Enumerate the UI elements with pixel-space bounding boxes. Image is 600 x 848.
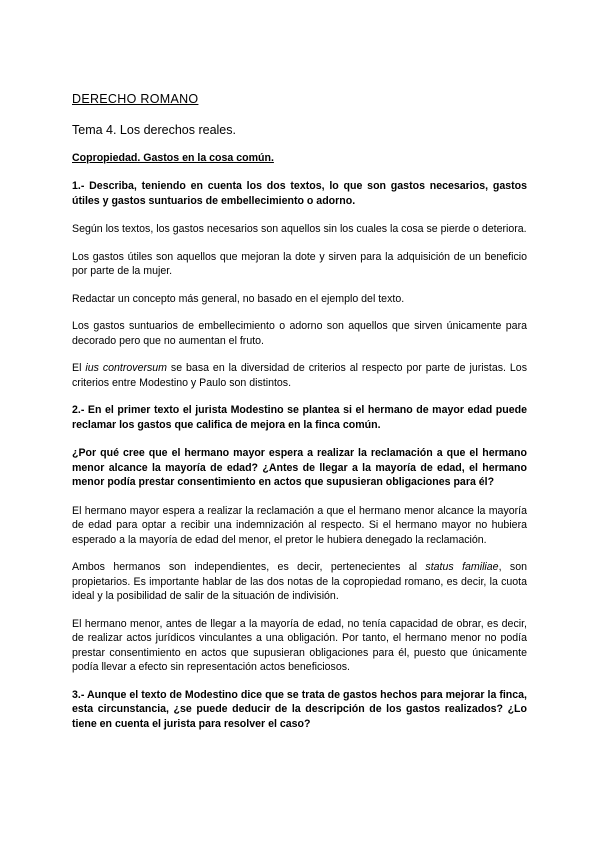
question-3: 3.- Aunque el texto de Modestino dice que se trata de gastos hechos para mejorar la finca, esta circunstancia, ¿se puede deducir de la descripción de los gastos realizados? ¿Lo tiene en cuenta el jurista para resolver el caso? xyxy=(72,688,527,730)
latin-term: ius controversum xyxy=(85,362,167,374)
text-span: Ambos hermanos son independientes, es decir, pertenecientes al xyxy=(72,561,426,573)
answer-1-paragraph-4: Los gastos suntuarios de embellecimiento o adorno son aquellos que sirven únicamente para decorado pero que no aumentan el fruto. xyxy=(72,320,527,347)
answer-1-paragraph-2: Los gastos útiles son aquellos que mejoran la dote y sirven para la adquisición de un beneficio por parte de la mujer. xyxy=(72,250,527,277)
answer-2-paragraph-1: El hermano mayor espera a realizar la reclamación a que el hermano menor alcance la mayoría de edad para optar a recibir una indemnización al respecto. Si el hermano mayor no hubiera esperado a la mayoría de edad del menor, el pretor le hubiera denegado la reclamación. xyxy=(72,504,527,546)
topic-title: Tema 4. Los derechos reales. xyxy=(72,123,236,137)
answer-1-paragraph-5 xyxy=(72,361,527,390)
question-2: 2.- En el primer texto el jurista Modestino se plantea si el hermano de mayor edad puede reclamar los gastos que califica de mejora en la finca común. xyxy=(72,404,527,431)
answer-1-paragraph-3: Redactar un concepto más general, no basado en el ejemplo del texto. xyxy=(72,292,405,305)
document-title: DERECHO ROMANO xyxy=(72,92,199,106)
answer-2-paragraph-2 xyxy=(72,560,527,604)
document-page xyxy=(72,92,527,731)
question-2-subquestion: ¿Por qué cree que el hermano mayor espera a realizar la reclamación a que el hermano menor alcance la mayoría de edad? ¿Antes de llegar a la mayoría de edad, el hermano menor podía prestar consentimiento en actos que supusieran obligaciones para él? xyxy=(72,447,527,488)
text-span: El xyxy=(72,362,86,374)
question-1: 1.- Describa, teniendo en cuenta los dos textos, lo que son gastos necesarios, gastos útiles y gastos suntuarios de embellecimiento o adorno. xyxy=(72,180,527,207)
section-heading: Copropiedad. Gastos en la cosa común. xyxy=(72,152,274,164)
latin-term: status familiae xyxy=(425,561,499,573)
answer-1-paragraph-1: Según los textos, los gastos necesarios son aquellos sin los cuales la cosa se pierde o deteriora. xyxy=(72,223,527,235)
text-span: , son propietarios. Es importante hablar de las dos notas de la copropiedad romano, es decir, la cuota ideal y la posibilidad de salir de la situación de indivisión. xyxy=(72,561,527,602)
text-span: se basa en la diversidad de criterios al respecto por parte de juristas. Los criterios entre Modestino y Paulo son distintos. xyxy=(72,362,527,389)
answer-2-paragraph-3: El hermano menor, antes de llegar a la mayoría de edad, no tenía capacidad de obrar, es decir, de realizar actos jurídicos vinculantes a una obligación. Por tanto, el hermano menor no podía prestar consentimiento en actos que supusieran obligaciones para él, puesto que únicamente podía llevar a efecto sin representación actos beneficiosos. xyxy=(72,617,527,673)
